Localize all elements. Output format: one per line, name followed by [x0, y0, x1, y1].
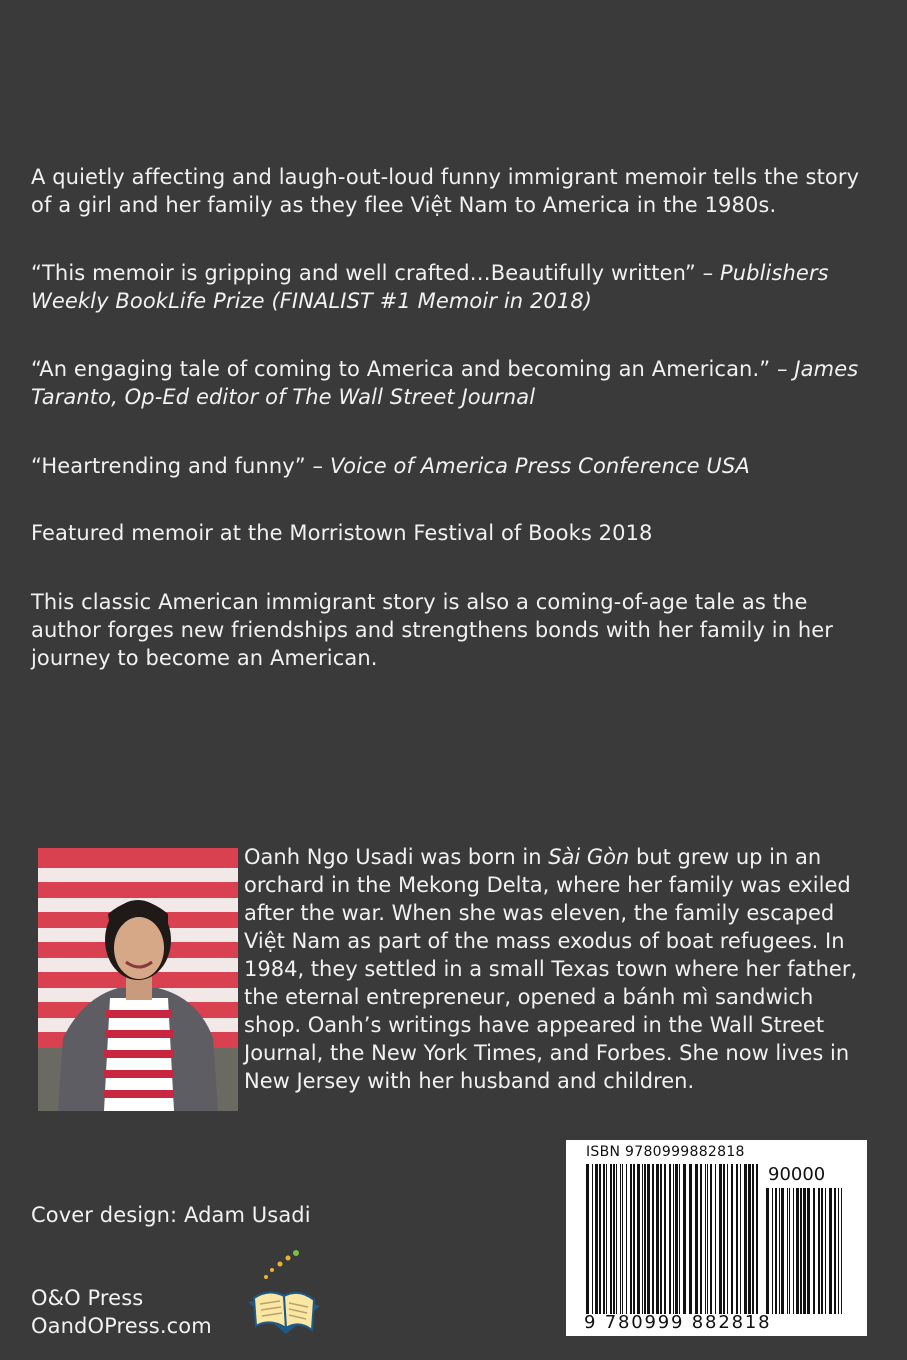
barcode-bar [616, 1164, 617, 1314]
barcode-bar [675, 1164, 678, 1314]
quote-voice-of-america [31, 452, 881, 480]
barcode-bar [595, 1164, 598, 1314]
barcode-bar [710, 1164, 712, 1314]
barcode-bar [775, 1188, 777, 1314]
barcode-bar [779, 1188, 780, 1314]
barcode-bar [707, 1164, 708, 1314]
barcode-bar [752, 1164, 754, 1314]
barcode-bar [796, 1188, 799, 1314]
barcode-bar [652, 1164, 654, 1314]
barcode-bar [695, 1164, 698, 1314]
barcode-bar [736, 1164, 738, 1314]
barcode-bar [647, 1164, 650, 1314]
barcode-bar [642, 1164, 643, 1314]
barcode-bar [793, 1188, 794, 1314]
barcode-bar [719, 1164, 722, 1314]
barcode-bar [800, 1188, 802, 1314]
barcode-bar [723, 1164, 725, 1314]
barcode-bar [727, 1164, 728, 1314]
barcode-addon [766, 1188, 844, 1314]
barcode-bar [825, 1188, 826, 1314]
barcode-bar [637, 1164, 640, 1314]
barcode-bar [622, 1164, 623, 1314]
barcode-bar [834, 1188, 836, 1314]
barcode-bar [789, 1188, 790, 1314]
quote-source: Publishers Weekly BookLife Prize (FINALIST #1 Memoir in 2018) [31, 261, 829, 313]
bio-city: Sài Gòn [548, 845, 630, 869]
barcode-bar [700, 1164, 702, 1314]
featured-line: Featured memoir at the Morristown Festival of Books 2018 [31, 521, 653, 545]
barcode-box [566, 1140, 867, 1336]
barcode-bar [592, 1164, 593, 1314]
barcode-bar [603, 1164, 605, 1314]
barcode-bar [803, 1188, 806, 1314]
quote-text: “This memoir is gripping and well crafted…Beautifully written” – [31, 261, 720, 285]
quote-text: “An engaging tale of coming to America and becoming an American.” – [31, 357, 795, 381]
barcode-bar [664, 1164, 666, 1314]
quote-text: “Heartrending and funny” – [31, 454, 330, 478]
barcode-bar [821, 1188, 823, 1314]
barcode-bar [781, 1188, 784, 1314]
bio-text: Oanh Ngo Usadi was born in [244, 845, 549, 869]
barcode-bar [740, 1164, 741, 1314]
barcode-digits: 9 780999 882818 [584, 1312, 772, 1333]
barcode-bar [606, 1164, 607, 1314]
barcode-bar [610, 1164, 612, 1314]
barcode-addon-number: 90000 [768, 1164, 826, 1185]
barcode-bar [705, 1164, 706, 1314]
intro-paragraph: A quietly affecting and laugh-out-loud funny immigrant memoir tells the story of a girl and her family as they flee Việt Nam to America in the 1980s. [31, 165, 860, 217]
barcode-bar [630, 1164, 632, 1314]
publisher-website: OandOPress.com [31, 1314, 212, 1338]
cover-design-credit: Cover design: Adam Usadi [31, 1203, 311, 1227]
barcode-bar [818, 1188, 820, 1314]
quote-source: James Taranto, Op-Ed editor of The Wall Street Journal [31, 357, 859, 409]
barcode-bar [669, 1164, 671, 1314]
barcode-bar [766, 1188, 769, 1314]
publisher-name: O&O Press [31, 1286, 144, 1310]
barcode-bar [660, 1164, 662, 1314]
quote-wall-street-journal [31, 355, 881, 411]
author-photo [38, 848, 238, 1111]
bio-text: but grew up in an orchard in the Mekong Delta, where her family was exiled after the war. When she was eleven, the family escaped Việt Nam as part of the mass exodus of boat refugees. In 1984, they settled in a small Texas town where her father, the eternal entrepreneur, opened a bánh mì sandwich shop. Oanh’s writings have appeared in the Wall Street Journal, the New York Times, and Forbes. She now lives in New Jersey with her husband and children. [244, 845, 858, 1093]
barcode-bar [829, 1188, 832, 1314]
author-bio [244, 843, 874, 1095]
barcode-bar [838, 1188, 839, 1314]
barcode-bar [679, 1164, 680, 1314]
barcode-bar [689, 1164, 692, 1314]
barcode-bar [715, 1164, 716, 1314]
barcode-bar [586, 1164, 589, 1314]
barcode-bar [633, 1164, 635, 1314]
barcode-bar [620, 1164, 621, 1314]
barcode-bar [787, 1188, 788, 1314]
isbn-label: ISBN 9780999882818 [586, 1144, 745, 1160]
barcode-bar [772, 1188, 773, 1314]
quote-source: Voice of America Press Conference USA [329, 454, 750, 478]
barcode-bar [673, 1164, 674, 1314]
barcode-main [586, 1164, 758, 1314]
barcode-bar [613, 1164, 615, 1314]
barcode-bar [731, 1164, 733, 1314]
barcode-bar [744, 1164, 747, 1314]
barcode-bar [656, 1164, 659, 1314]
barcode-bar [841, 1188, 842, 1314]
barcode-bar [626, 1164, 627, 1314]
barcode-bar [683, 1164, 686, 1314]
barcode-bar [748, 1164, 751, 1314]
barcode-bar [813, 1188, 815, 1314]
open-book-logo-icon [244, 1248, 324, 1338]
barcode-bar [756, 1164, 758, 1314]
barcode-bar [599, 1164, 601, 1314]
quote-publishers-weekly [31, 259, 881, 315]
barcode-bar [807, 1188, 810, 1314]
barcode-bar [644, 1164, 646, 1314]
summary-paragraph: This classic American immigrant story is also a coming-of-age tale as the author forges new friendships and strengthens bonds with her family in her journey to become an American. [31, 590, 834, 670]
